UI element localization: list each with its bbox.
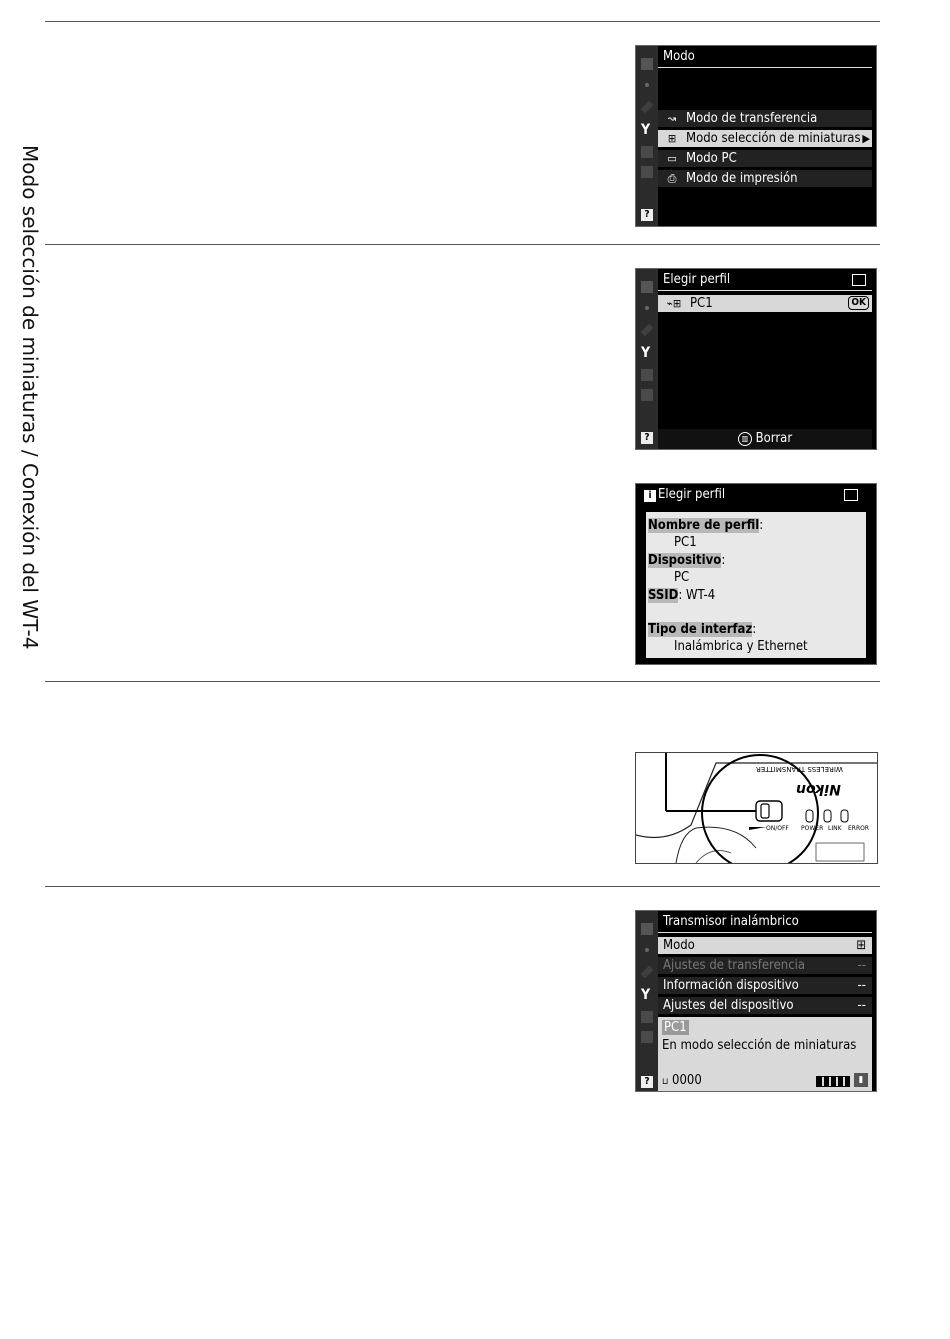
onoff-switch-label: ON/OFF bbox=[766, 825, 789, 832]
led-label-error: ERROR bbox=[848, 825, 870, 832]
delete-hint: Borrar bbox=[755, 431, 793, 446]
led-label-link: LINK bbox=[828, 825, 842, 832]
recent-settings-tab-icon bbox=[641, 1031, 653, 1043]
setup-wrench-icon: Y bbox=[641, 345, 651, 361]
shooting-tab-icon bbox=[645, 948, 649, 952]
status-profile: PC1 bbox=[664, 1020, 687, 1035]
menu-item-pc-mode[interactable]: ▭ Modo PC bbox=[658, 150, 872, 167]
shooting-tab-icon bbox=[645, 83, 649, 87]
counter-row bbox=[662, 1073, 702, 1088]
setup-wrench-icon: Y bbox=[641, 122, 651, 138]
device-label: Dispositivo bbox=[648, 553, 722, 568]
retouch-tab-icon bbox=[641, 1011, 653, 1023]
ssid-value: WT-4 bbox=[685, 588, 716, 603]
camera-screen-profile-info bbox=[635, 483, 877, 665]
menu-item-device-settings[interactable]: Ajustes del dispositivo -- bbox=[658, 997, 872, 1014]
help-icon: ? bbox=[641, 1076, 653, 1088]
custom-tab-icon bbox=[641, 324, 654, 337]
playback-tab-icon bbox=[641, 923, 653, 935]
interface-type-value: Inalámbrica y Ethernet bbox=[674, 639, 808, 654]
title-underline bbox=[658, 67, 872, 68]
trash-icon: ▥ bbox=[738, 432, 752, 446]
section-divider bbox=[45, 886, 880, 887]
title-underline bbox=[658, 932, 872, 933]
menu-item-mode[interactable]: Modo ⊞ bbox=[658, 937, 872, 954]
screen-title: Transmisor inalámbrico bbox=[663, 914, 799, 929]
profile-name-label: Nombre de perfil bbox=[648, 518, 760, 533]
transfer-icon: ↝ bbox=[667, 112, 677, 125]
menu-counter-icon: ⊔ bbox=[662, 1077, 669, 1087]
thumbnail-grid-icon: ⊞ bbox=[856, 938, 866, 953]
interface-type-label: Tipo de interfaz bbox=[648, 622, 753, 637]
setup-wrench-icon: Y bbox=[641, 987, 651, 1003]
section-divider bbox=[45, 681, 880, 682]
playback-tab-icon bbox=[641, 58, 653, 70]
menu-tab-column bbox=[636, 269, 658, 449]
retouch-tab-icon bbox=[641, 146, 653, 158]
status-text: En modo selección de miniaturas bbox=[662, 1038, 857, 1053]
menu-item-device-info[interactable]: Información dispositivo -- bbox=[658, 977, 872, 994]
help-icon: ? bbox=[641, 432, 653, 444]
led-label-power: POWER bbox=[801, 825, 824, 832]
profile-name-value: PC1 bbox=[674, 535, 697, 550]
menu-tab-column bbox=[636, 46, 658, 226]
screen-title: Elegir perfil bbox=[663, 272, 731, 287]
footer-bar bbox=[658, 429, 872, 449]
retouch-tab-icon bbox=[641, 369, 653, 381]
menu-tab-column bbox=[636, 911, 658, 1091]
recent-settings-tab-icon bbox=[641, 389, 653, 401]
battery-icon bbox=[816, 1076, 850, 1087]
menu-item-thumbnail-select-mode[interactable]: ⊞ Modo selección de miniaturas ▶ bbox=[658, 130, 872, 147]
profile-item-pc1[interactable]: ⌁⊞ PC1 OK bbox=[658, 295, 872, 312]
custom-tab-icon bbox=[641, 101, 654, 114]
print-icon: ⎙ bbox=[667, 172, 677, 185]
camera-screen-mode-menu bbox=[635, 45, 877, 227]
camera-screen-wireless-transmitter bbox=[635, 910, 877, 1092]
info-icon: i bbox=[644, 490, 656, 502]
chevron-right-icon: ▶ bbox=[862, 132, 870, 145]
ok-badge: OK bbox=[848, 296, 869, 310]
signal-strength-icon: ▮ bbox=[854, 1073, 868, 1087]
screen-title: Modo bbox=[663, 49, 695, 64]
device-name-text: WIRELESS TRANSMITTER bbox=[756, 765, 843, 773]
custom-tab-icon bbox=[641, 966, 654, 979]
thumbnail-grid-icon bbox=[852, 274, 866, 286]
wt4-device-illustration bbox=[635, 752, 878, 864]
thumbnail-grid-icon: ⊞ bbox=[667, 132, 677, 145]
side-title: Modo selección de miniaturas / Conexión del WT-4 bbox=[18, 145, 42, 650]
ssid-label: SSID bbox=[648, 588, 679, 603]
playback-tab-icon bbox=[641, 281, 653, 293]
camera-screen-choose-profile bbox=[635, 268, 877, 450]
section-divider bbox=[45, 244, 880, 245]
help-icon: ? bbox=[641, 209, 653, 221]
wireless-profile-icon: ⌁⊞ bbox=[666, 297, 682, 310]
pc-icon: ▭ bbox=[667, 152, 677, 165]
device-value: PC bbox=[674, 570, 690, 585]
screen-title: Elegir perfil bbox=[658, 487, 726, 502]
section-divider bbox=[45, 21, 880, 22]
recent-settings-tab-icon bbox=[641, 166, 653, 178]
nikon-logo: Nikon bbox=[796, 781, 841, 797]
menu-item-transfer-settings[interactable]: Ajustes de transferencia -- bbox=[658, 957, 872, 974]
menu-item-transfer-mode[interactable]: ↝ Modo de transferencia bbox=[658, 110, 872, 127]
image-counter: 0000 bbox=[672, 1073, 702, 1088]
shooting-tab-icon bbox=[645, 306, 649, 310]
thumbnail-grid-icon bbox=[844, 489, 858, 501]
menu-item-print-mode[interactable]: ⎙ Modo de impresión bbox=[658, 170, 872, 187]
profile-info-panel: Nombre de perfil: PC1 Dispositivo: PC SSID: WT-4 Tipo de interfaz: Inalámbrica y Ethernet bbox=[646, 512, 866, 658]
status-panel bbox=[658, 1017, 872, 1091]
title-underline bbox=[658, 290, 872, 291]
